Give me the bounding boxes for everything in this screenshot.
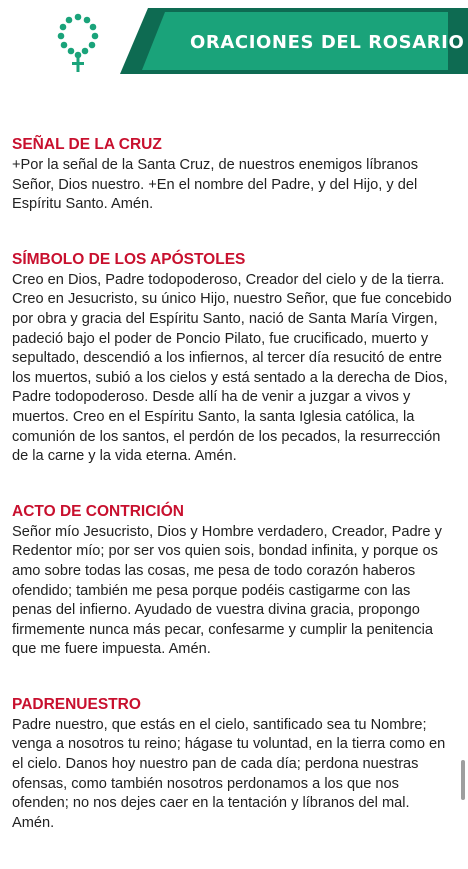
prayer-text: Señor mío Jesucristo, Dios y Hombre verdadero, Creador, Padre y Redentor mío; por ser vos quien sois, bondad infinita, y porque os amo sobre todas las cosas, me pesa de todo corazón haberos ofendido; también me pesa porque podéis castigarme con las penas del infierno. Ayudado de vuestra divina gracia, propongo firmemente nunca más pecar, confesarme y cumplir la penitencia que me fuere impuesta. Amén. [12, 523, 442, 658]
rosary-icon [58, 14, 99, 72]
prayer-section-padrenuestro [12, 696, 452, 834]
scrollbar-thumb[interactable] [461, 760, 465, 800]
prayer-section-acto-de-contricion [12, 503, 452, 660]
prayers-list [12, 136, 452, 869]
prayer-title: PADRENUESTRO [12, 695, 141, 713]
prayer-text: Creo en Dios, Padre todopoderoso, Creador del cielo y de la tierra. Creo en Jesucristo, su único Hijo, nuestro Señor, que fue concebido por obra y gracia del Espíritu Santo, nació de Santa María Virgen, padeció bajo el poder de Poncio Pilato, fue crucificado, muerto y sepultado, descendió a los infiernos, al tercer día resucitó de entre los muertos, subió a los cielos y está sentado a la derecha de Dios, Padre todopoderoso. Desde allí ha de venir a juzgar a vivos y muertos. Creo en el Espíritu Santo, la santa Iglesia católica, la comunión de los santos, el perdón de los pecados, la resurrección de la carne y la vida eterna. Amén. [12, 271, 452, 465]
app-header [0, 0, 468, 82]
prayer-title: SÍMBOLO DE LOS APÓSTOLES [12, 250, 246, 268]
prayer-title: ACTO DE CONTRICIÓN [12, 502, 184, 520]
prayer-title: SEÑAL DE LA CRUZ [12, 136, 162, 153]
prayer-section-senal-de-la-cruz [12, 136, 452, 215]
page-title: ORACIONES DEL ROSARIO [190, 32, 465, 53]
prayer-text: Padre nuestro, que estás en el cielo, santificado sea tu Nombre; venga a nosotros tu reino; hágase tu voluntad, en la tierra como en el cielo. Danos hoy nuestro pan de cada día; perdona nuestras ofensas, como también nosotros perdonamos a los que nos ofenden; no nos dejes caer en la tentación y líbranos del mal. Amén. [12, 716, 446, 831]
prayer-section-simbolo-de-los-apostoles [12, 251, 452, 467]
prayer-text: +Por la señal de la Santa Cruz, de nuestros enemigos líbranos Señor, Dios nuestro. +En el nombre del Padre, y del Hijo, y del Espíritu Santo. Amén. [12, 157, 419, 213]
